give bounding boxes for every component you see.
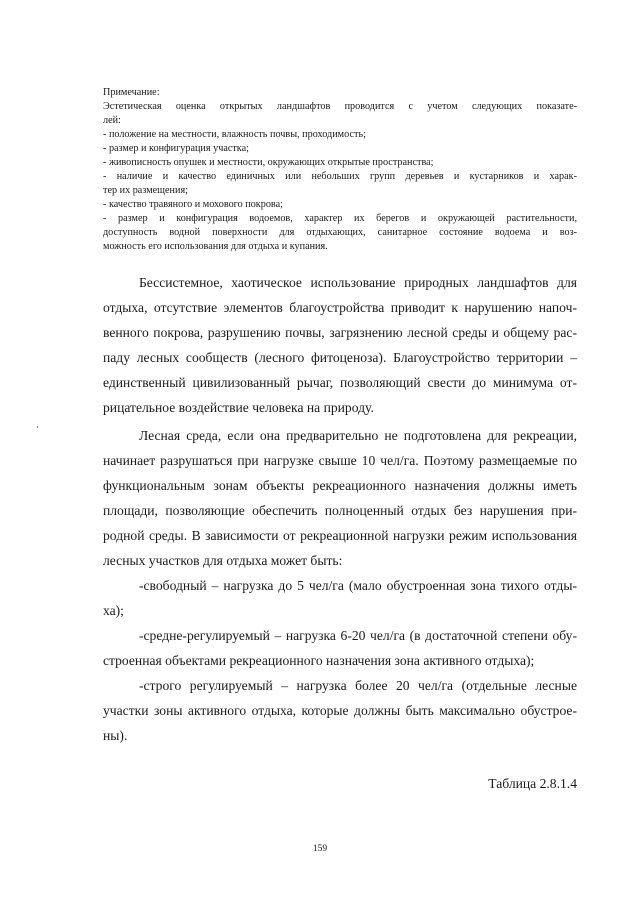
- list-paragraph: [103, 673, 577, 748]
- text-line: единственный цивилизованный рычаг, позволяющий свести до минимума от-: [103, 375, 577, 390]
- note-list-item: - положение на местности, влажность почвы, проходимость;: [103, 129, 366, 140]
- scan-speck: [37, 426, 38, 428]
- text-line: строенная объектами рекреационного назначения зона активного отдыха);: [103, 653, 535, 668]
- note-intro-line: Эстетическая оценка открытых ландшафтов проводится с учетом следующих показате-: [103, 101, 577, 112]
- note-block: [103, 86, 577, 254]
- body-text: [103, 270, 577, 748]
- text-line: лесных участков для отдыха может быть:: [103, 553, 343, 568]
- text-line: участки зоны активного отдыха, которые должны быть максимально обустрое-: [103, 703, 577, 718]
- text-line: родной среды. В зависимости от рекреационной нагрузки режим использования: [103, 528, 577, 543]
- list-paragraph: [103, 623, 577, 673]
- text-line: Бессистемное, хаотическое использование природных ландшафтов для: [139, 275, 577, 290]
- text-line: начинает разрушаться при нагрузке свыше 10 чел/га. Поэтому размещаемые по: [103, 453, 577, 468]
- paragraph: [103, 423, 577, 573]
- note-list-item-continuation: тер их размещения;: [103, 185, 188, 196]
- text-line: -свободный – нагрузка до 5 чел/га (мало обустроенная зона тихого отды-: [139, 578, 577, 593]
- text-line: венного покрова, разрушению почвы, загрязнению лесной среды и общему рас-: [103, 325, 577, 340]
- text-line: отдыха, отсутствие элементов благоустройства приводит к нарушению напоч-: [103, 300, 577, 315]
- text-line: ны).: [103, 728, 128, 743]
- text-line: рицательное воздействие человека на природу.: [103, 400, 374, 415]
- note-list-item-continuation: доступность водной поверхности для отдыхающих, санитарное состояние водоема и воз-: [103, 227, 577, 238]
- note-list-item: - живописность опушек и местности, окружающих открытые пространства;: [103, 157, 434, 168]
- table-caption: Таблица 2.8.1.4: [488, 776, 577, 791]
- text-line: -средне-регулируемый – нагрузка 6-20 чел/га (в достаточной степени обу-: [139, 628, 577, 643]
- note-list-item: - размер и конфигурация водоемов, характер их берегов и окружающей растительности,: [103, 213, 577, 224]
- note-list-item: - размер и конфигурация участка;: [103, 143, 249, 154]
- text-line: Лесная среда, если она предварительно не подготовлена для рекреации,: [139, 428, 577, 443]
- note-intro-line: лей:: [103, 115, 121, 126]
- note-list-item-continuation: можность его использования для отдыха и купания.: [103, 241, 328, 252]
- text-line: -строго регулируемый – нагрузка более 20 чел/га (отдельные лесные: [139, 678, 577, 693]
- paragraph: [103, 270, 577, 420]
- list-paragraph: [103, 573, 577, 623]
- note-list-item: - наличие и качество единичных или небольших групп деревьев и кустарников и харак-: [103, 171, 577, 182]
- note-list-item: - качество травяного и мохового покрова;: [103, 199, 283, 210]
- page-number: 159: [312, 844, 328, 854]
- text-line: ха);: [103, 603, 124, 618]
- note-heading: Примечание:: [103, 87, 160, 98]
- text-line: функциональным зонам объекты рекреационного назначения должны иметь: [103, 478, 577, 493]
- text-line: паду лесных сообществ (лесного фитоценоза). Благоустройство территории –: [103, 350, 577, 365]
- text-line: площади, позволяющие обеспечить полноценный отдых без нарушения при-: [103, 503, 577, 518]
